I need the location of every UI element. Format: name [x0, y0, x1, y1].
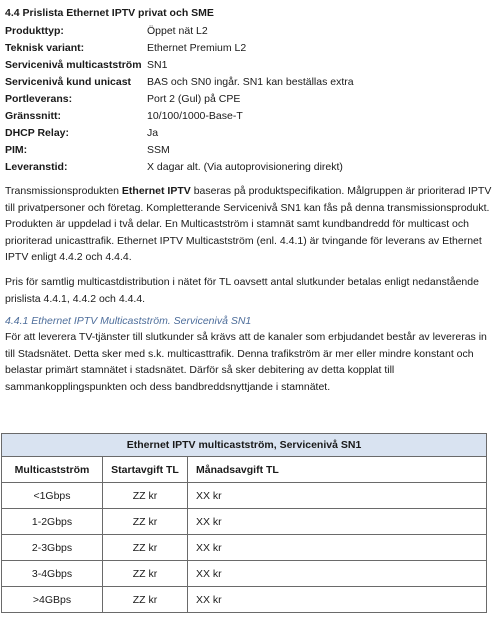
- property-row: [5, 23, 497, 40]
- property-value: Ethernet Premium L2: [147, 42, 247, 54]
- table-cell: ZZ kr: [103, 561, 188, 587]
- property-row: [5, 74, 497, 91]
- paragraph-text: Transmissionsprodukten: [5, 185, 122, 197]
- column-header: Månadsavgift TL: [188, 457, 487, 483]
- property-value: SSM: [147, 144, 170, 156]
- property-list: [5, 23, 497, 176]
- property-value: 10/100/1000-Base-T: [147, 110, 243, 122]
- property-key: Leveranstid:: [5, 161, 68, 173]
- column-header: Startavgift TL: [103, 457, 188, 483]
- table-row: [2, 483, 487, 509]
- document-page: [5, 6, 497, 396]
- property-key: Teknisk variant:: [5, 42, 85, 54]
- property-value: Öppet nät L2: [147, 25, 208, 37]
- table-cell: ZZ kr: [103, 535, 188, 561]
- table-cell: <1Gbps: [2, 483, 103, 509]
- table-cell: XX kr: [188, 587, 487, 613]
- property-value: BAS och SN0 ingår. SN1 kan beställas extra: [147, 76, 354, 88]
- pricing-paragraph: Pris för samtlig multicastdistribution i nätet för TL oavsett antal slutkunder betalas enligt nedanstående prislista 4.4.1, 4.4.2 och 4.4.4.: [5, 275, 479, 305]
- table-cell: XX kr: [188, 509, 487, 535]
- property-key: Servicenivå multicastström: [5, 59, 142, 71]
- property-value: X dagar alt. (Via autoprovisionering direkt): [147, 161, 343, 173]
- table-title: Ethernet IPTV multicastström, Servicenivå SN1: [2, 434, 487, 457]
- property-row: [5, 159, 497, 176]
- product-name-bold: Ethernet IPTV: [121, 185, 191, 197]
- table-cell: >4GBps: [2, 587, 103, 613]
- property-row: [5, 91, 497, 108]
- property-row: [5, 125, 497, 142]
- property-row: [5, 57, 497, 74]
- property-key: Portleverans:: [5, 93, 73, 105]
- table-header-row: [2, 457, 487, 483]
- table-cell: XX kr: [188, 561, 487, 587]
- table-cell: 3-4Gbps: [2, 561, 103, 587]
- price-table: [1, 433, 487, 613]
- table-cell: 2-3Gbps: [2, 535, 103, 561]
- intro-paragraph: [5, 183, 497, 266]
- table-cell: ZZ kr: [103, 587, 188, 613]
- table-cell: XX kr: [188, 535, 487, 561]
- description-paragraph: För att leverera TV-tjänster till slutkunder så krävs att de kanaler som erbjudandet består av levereras in till Stadsnätet. Detta sker med s.k. multicasttrafik. Denna trafikström är mer eller mindre konstant och belastar primärt stamnätet i stadsnätet. Därför så sker debitering av detta kopplat till sammankopplingspunkten och dess bandbreddsnyttjande i stamnätet.: [5, 331, 487, 393]
- property-key: PIM:: [5, 144, 28, 156]
- property-row: [5, 142, 497, 159]
- column-header: Multicastström: [2, 457, 103, 483]
- property-value: SN1: [147, 59, 168, 71]
- table-cell: ZZ kr: [103, 483, 188, 509]
- table-row: [2, 561, 487, 587]
- property-row: [5, 40, 497, 57]
- paragraph-text: baseras på produktspecifikation. Målgruppen är prioriterad IPTV till privatpersoner och företag. Kompletterande Servicenivå SN1 kan fås på denna transmissionsprodukt. Produkten är uppdelad i två delar. En Multicastström i stamnät samt kundbandredd för multicast och prioriterad unicasttrafik. Ethernet IPTV Multicastström (enl. 4.4.1) är tvingande för leverans av Ethernet IPTV enligt 4.4.2 och 4.4.4.: [5, 185, 492, 264]
- property-row: [5, 108, 497, 125]
- section-heading: 4.4 Prislista Ethernet IPTV privat och SME: [5, 7, 214, 19]
- table-row: [2, 535, 487, 561]
- table-cell: XX kr: [188, 483, 487, 509]
- property-value: Port 2 (Gul) på CPE: [147, 93, 241, 105]
- table-row: [2, 509, 487, 535]
- subsection-heading: 4.4.1 Ethernet IPTV Multicastström. Servicenivå SN1: [5, 315, 252, 328]
- table-cell: ZZ kr: [103, 509, 188, 535]
- property-value: Ja: [147, 127, 159, 139]
- property-key: Gränssnitt:: [5, 110, 62, 122]
- property-key: DHCP Relay:: [5, 127, 69, 139]
- property-key: Produkttyp:: [5, 25, 64, 37]
- table-row: [2, 587, 487, 613]
- property-key: Servicenivå kund unicast: [5, 76, 132, 88]
- table-cell: 1-2Gbps: [2, 509, 103, 535]
